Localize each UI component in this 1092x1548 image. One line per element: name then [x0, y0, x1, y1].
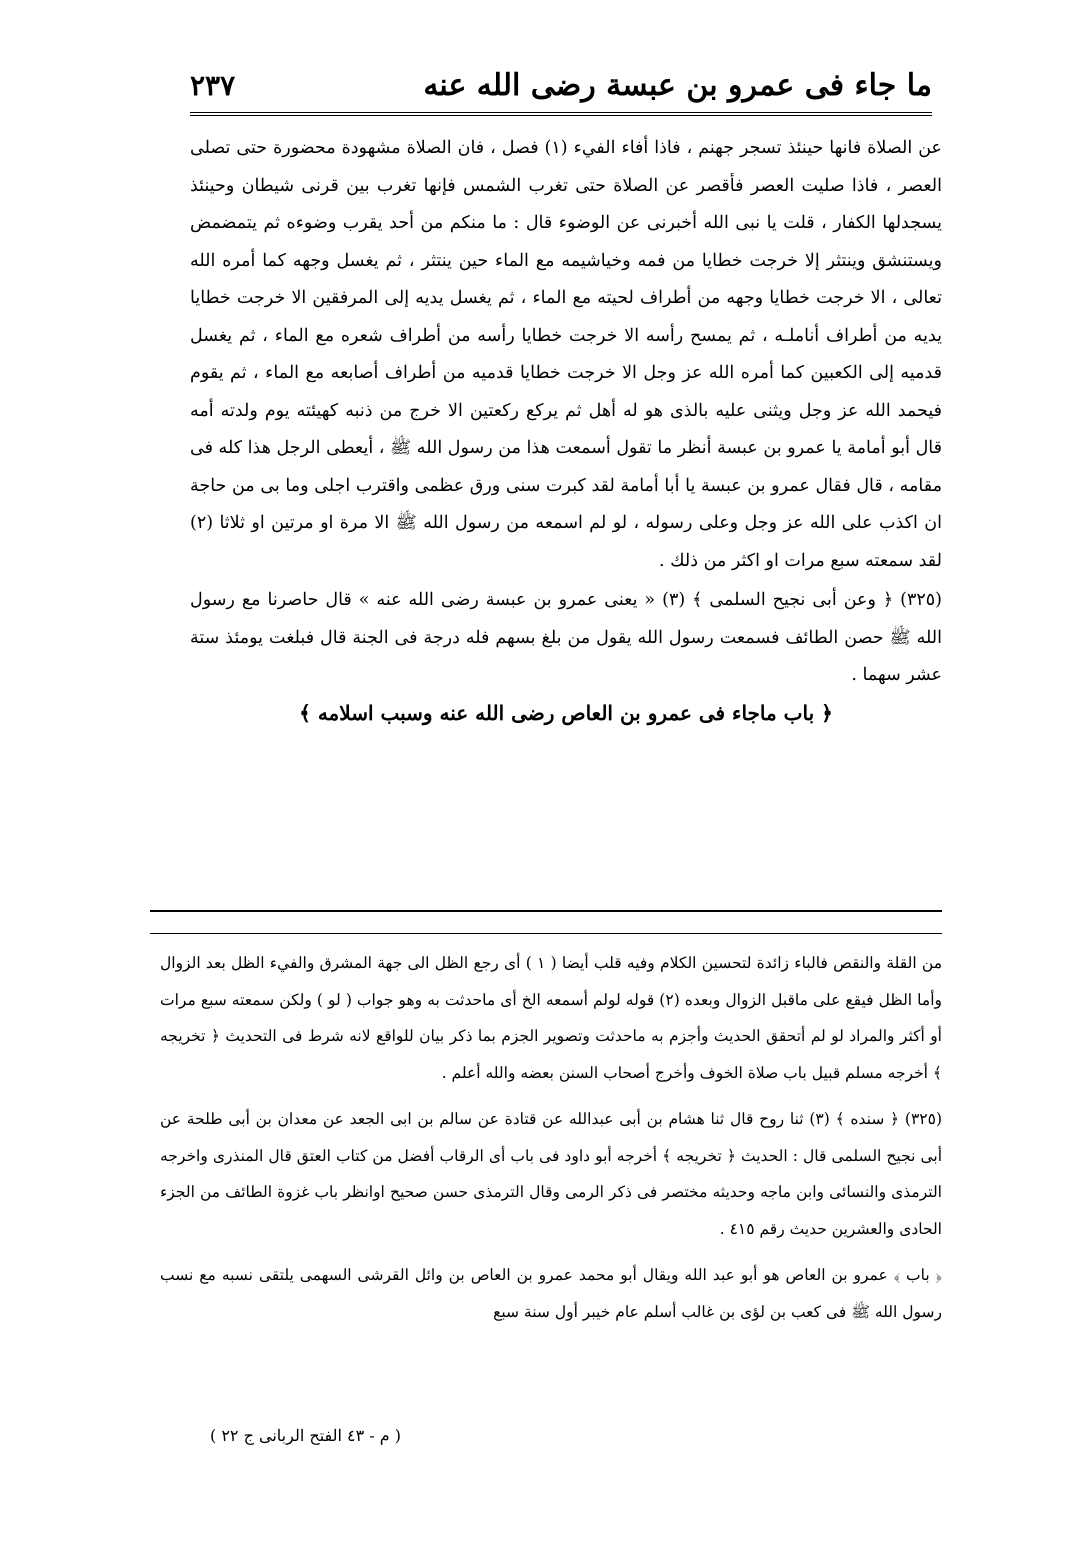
- footnote-separator-thin: [150, 933, 942, 934]
- header-rule: [190, 112, 932, 116]
- running-title: ما جاء فى عمرو بن عبسة رضى الله عنه: [423, 67, 932, 103]
- page-header: [190, 60, 932, 110]
- footnote: من القلة والنقص فالباء زائدة لتحسين الكلام وفيه قلب أيضا ( ١ ) أى رجع الظل الى جهة المشرق والفيء الظل بعد الزوال وأما الظل فيقع على ماقبل الزوال وبعده (٢) قوله لولم أسمعه الخ أى ماحدثت به وهو جواب ( لو ) ولكن سمعته سبع مرات أو أكثر والمراد لو لم أتحقق الحديث وأجزم به ماحدثت وتصوير الجزم بما ذكر بيان للواقع لانه شرط فى التحديث ﴿ تخريجه ﴾ أخرجه مسلم قبيل باب صلاة الخوف وأخرج أصحاب السنن بعضه والله أعلم .: [160, 954, 943, 1082]
- footnote: (٣٢٥) ﴿ سنده ﴾ (٣) ثنا روح قال ثنا هشام بن أبى عبدالله عن قتادة عن سالم بن ابى الجعد عن معدان بن أبى طلحة عن أبى نجيح السلمى قال : الحديث ﴿ تخريجه ﴾ أخرجه أبو داود فى باب أى الرقاب أفضل من كتاب العتق قال المنذرى واخرجه الترمذى والنسائى وابن ماجه وحديثه مختصر فى ذكر الرمى وقال الترمذى حسن صحيح اوانظر باب غزوة الطائف من الجزء الحادى والعشرين حديث رقم ٤١٥ .: [160, 1110, 942, 1238]
- main-text: [190, 130, 942, 732]
- printer-signature: ( م - ٤٣ الفتح الربانى ج ٢٢ ): [210, 1426, 402, 1445]
- section-heading: ﴿ باب ماجاء فى عمرو بن العاص رضى الله عنه وسبب اسلامه ﴾: [299, 700, 833, 725]
- footnote-separator: [150, 910, 942, 912]
- footnote: ﴿ باب ﴾ عمرو بن العاص هو أبو عبد الله ويقال أبو محمد عمرو بن العاص بن وائل القرشى السهمى يلتقى نسبه مع نسب رسول الله ﷺ فى كعب بن لؤى بن غالب أسلم عام خيبر أول سنة سبع: [160, 1266, 942, 1321]
- hadith-paragraph: عن الصلاة فانها حينئذ تسجر جهنم ، فاذا أفاء الفيء (١) فصل ، فان الصلاة مشهودة محضورة حتى تصلى العصر ، فاذا صليت العصر فأقصر عن الصلاة حتى تغرب الشمس فإنها تغرب بين قرنى شيطان وحينئذ يسجدلها الكفار ، قلت يا نبى الله أخبرنى عن الوضوء قال : ما منكم من أحد يقرب وضوءه ثم يتمضمض ويستنشق وينتثر إلا خرجت خطايا من فمه وخياشيمه مع الماء حين ينتثر ، ثم يغسل وجهه كما أمره الله تعالى ، الا خرجت خطايا وجهه من أطراف لحيته مع الماء ، ثم يغسل يديه إلى المرفقين الا خرجت خطايا يديه من أطراف أناملـه ، ثم يمسح رأسه الا خرجت خطايا رأسه من أطراف شعره مع الماء ، ثم يغسل قدميه إلى الكعبين كما أمره الله عز وجل الا خرجت خطايا قدميه من أطراف أصابعه مع الماء ، ثم يقوم فيحمد الله عز وجل ويثنى عليه بالذى هو له أهل ثم يركع ركعتين الا خرج من ذنبه كهيئته يوم ولدته أمه قال أبو أمامة يا عمرو بن عبسة أنظر ما تقول أسمعت هذا من رسول الله ﷺ ، أيعطى الرجل هذا كله فى مقامه ، قال فقال عمرو بن عبسة يا أبا أمامة لقد كبرت سنى ورق عظمى واقترب اجلى وما بى من حاجة ان اكذب على الله عز وجل وعلى رسوله ، لو لم اسمعه من رسول الله ﷺ الا مرة او مرتين او ثلاثا (٢) لقد سمعته سبع مرات او اكثر من ذلك .: [190, 138, 942, 571]
- page-number: ٢٣٧: [190, 68, 236, 102]
- hadith-paragraph-325: (٣٢٥) ﴿ وعن أبى نجيح السلمى ﴾ (٣) « يعنى عمرو بن عبسة رضى الله عنه » قال حاصرنا مع رسول الله ﷺ حصن الطائف فسمعت رسول الله يقول من بلغ بسهم فله درجة فى الجنة قال فبلغت يومئذ ستة عشر سهما .: [190, 590, 942, 685]
- footnotes: [160, 945, 942, 1330]
